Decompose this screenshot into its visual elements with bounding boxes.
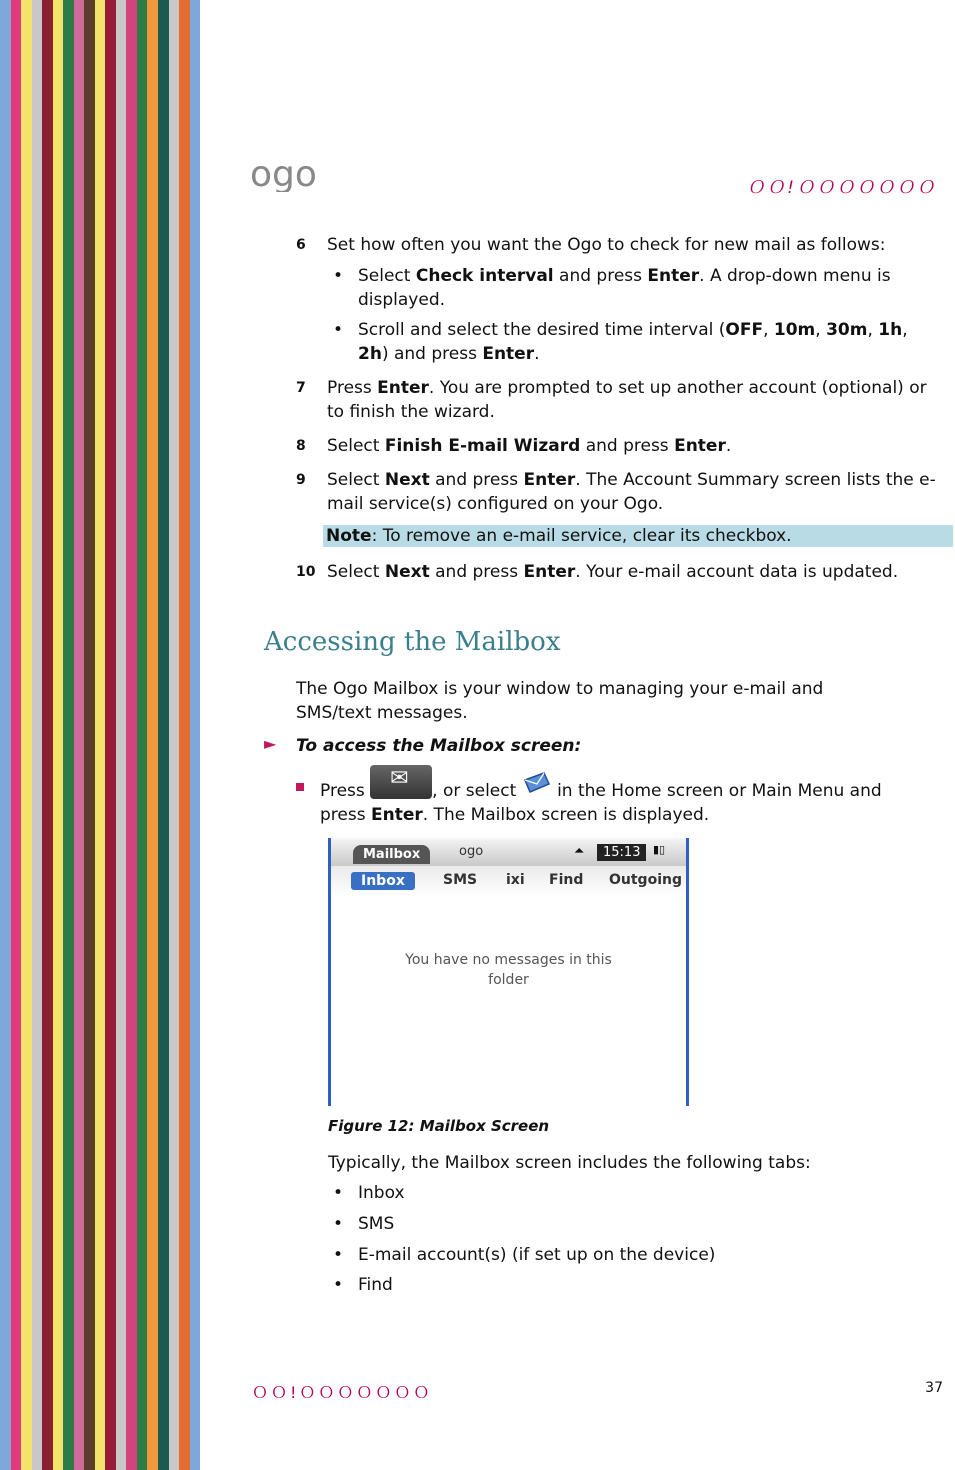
mailbox-tabs <box>331 866 686 896</box>
mail-key-icon <box>370 765 432 799</box>
square-bullet-icon <box>296 783 304 791</box>
svg-text:ogo: ogo <box>250 154 317 192</box>
ogo-logo <box>250 150 330 192</box>
empty-folder-message: You have no messages in this folder <box>405 952 612 988</box>
step-6: 6 Set how often you want the Ogo to check for new mail as follows: <box>296 235 886 255</box>
tab-list-item: • Find <box>333 1273 933 1297</box>
note-box: Note: To remove an e-mail service, clear its checkbox. <box>323 525 953 547</box>
press-instruction: Press ✉ , or select in the Home screen or Main Menu and press Enter. The Mailbox screen is displayed. <box>320 779 930 827</box>
clock: 15:13 <box>597 844 646 861</box>
tab-list-item: • SMS <box>333 1212 933 1236</box>
section-intro: The Ogo Mailbox is your window to managing your e-mail and SMS/text messages. <box>296 679 824 723</box>
tab-inbox: Inbox <box>351 872 415 890</box>
tab-outgoing: Outgoing <box>609 872 682 888</box>
procedure-arrow-icon: ► <box>264 734 277 753</box>
mailbox-app-icon <box>522 770 552 798</box>
tabs-intro: Typically, the Mailbox screen includes the following tabs: <box>328 1153 811 1173</box>
step-7: 7 Press Enter. You are prompted to set up another account (optional) or to finish the wizard. <box>296 378 927 422</box>
step-10: 10 Select Next and press Enter. Your e-mail account data is updated. <box>296 562 899 582</box>
section-heading: Accessing the Mailbox <box>264 627 561 657</box>
step-9: 9 Select Next and press Enter. The Account Summary screen lists the e-mail service(s) configured on your Ogo. <box>296 470 936 514</box>
footer-mark: ＯＯ!ＯＯＯＯＯＯＯ <box>252 1383 433 1402</box>
page-number: 37 <box>925 1380 943 1396</box>
mailbox-screenshot <box>328 838 689 1106</box>
tab-sms: SMS <box>443 872 478 888</box>
up-arrow-icon: ⏶ <box>574 844 585 859</box>
tab-list-item: • Inbox <box>333 1181 933 1205</box>
decorative-stripes <box>0 0 200 1470</box>
header-title-mark: ＯＯ!ＯＯＯＯＯＯＯ <box>747 178 937 198</box>
device-logo: ogo <box>459 844 484 859</box>
tab-ixi: ixi <box>506 872 525 888</box>
status-bar <box>331 838 686 866</box>
signal-icon: ▮▯ <box>653 843 666 856</box>
step-8: 8 Select Finish E-mail Wizard and press Enter. <box>296 436 732 456</box>
mailbox-title-tab: Mailbox <box>353 845 430 864</box>
figure-caption: Figure 12: Mailbox Screen <box>328 1117 550 1135</box>
tab-find: Find <box>549 872 584 888</box>
tab-list-item: • E-mail account(s) (if set up on the device) <box>333 1243 933 1267</box>
procedure-title: To access the Mailbox screen: <box>296 736 582 756</box>
step-6-bullet-2: • Scroll and select the desired time interval (OFF, 10m, 30m, 1h, 2h) and press Enter. <box>333 318 933 366</box>
step-6-bullet-1: • Select Check interval and press Enter. A drop-down menu is displayed. <box>333 264 933 312</box>
